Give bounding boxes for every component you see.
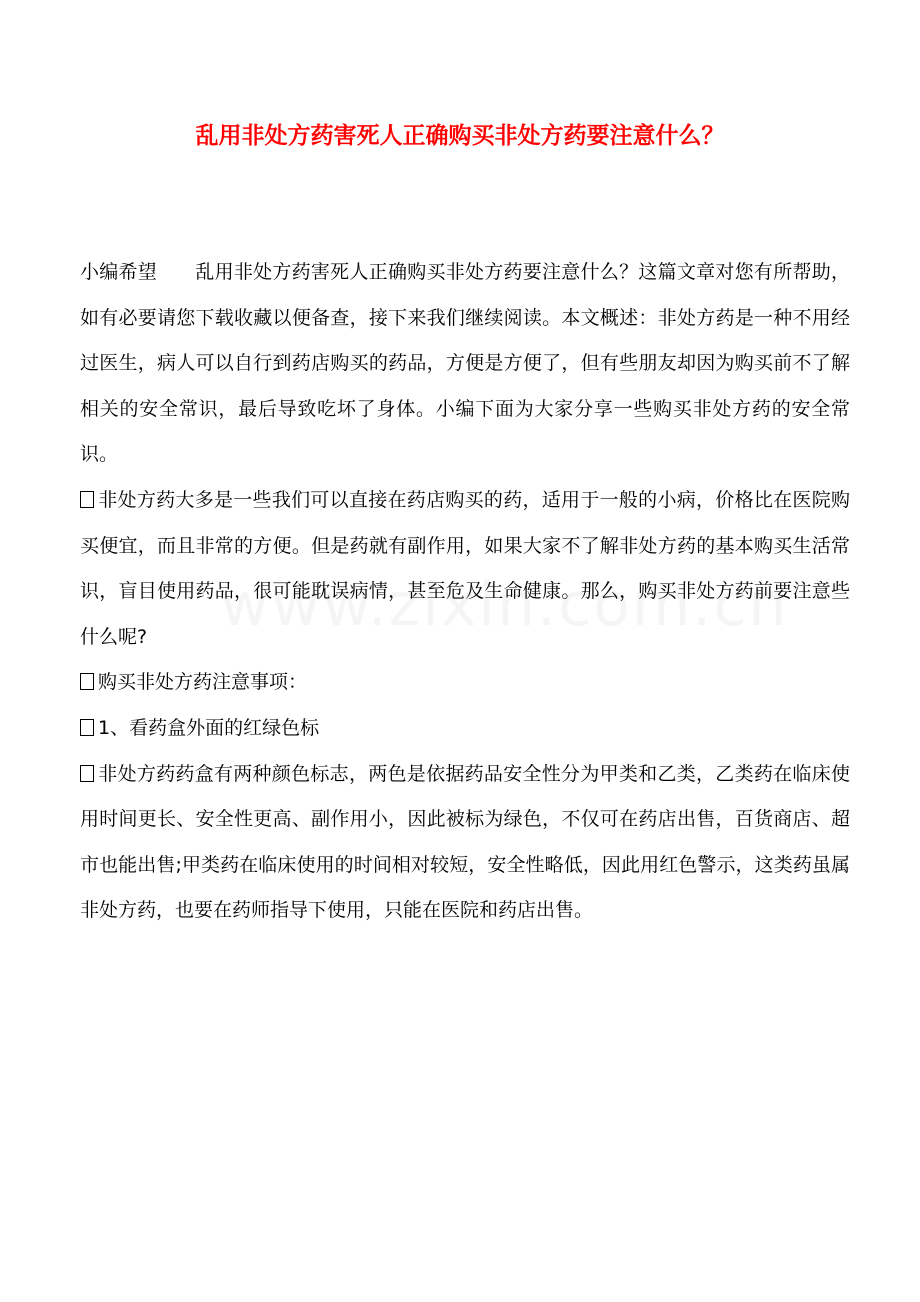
paragraph-3 — [80, 706, 850, 752]
paragraph-2 — [80, 660, 850, 706]
box-glyph-icon — [80, 765, 94, 782]
paragraph-text: 非处方药大多是一些我们可以直接在药店购买的药，适用于一般的小病，价格比在医院购买便宜，而且非常的方便。但是药就有副作用，如果大家不了解非处方药的基本购买生活常识，盲目使用药品，很可能耽误病情，甚至危及生命健康。那么，购买非处方药前要注意些什么呢? — [80, 488, 850, 648]
box-glyph-icon — [80, 491, 94, 508]
intro-paragraph — [80, 250, 850, 478]
intro-text: 乱用非处方药害死人正确购买非处方药要注意什么？这篇文章对您有所帮助，如有必要请您下载收藏以便备查，接下来我们继续阅读。本文概述：非处方药是一种不用经过医生，病人可以自行到药店购买的药品，方便是方便了，但有些朋友却因为购买前不了解相关的安全常识，最后导致吃坏了身体。小编下面为大家分享一些购买非处方药的安全常识。 — [80, 261, 850, 466]
paragraph-4 — [80, 752, 850, 934]
paragraph-text: 非处方药药盒有两种颜色标志，两色是依据药品安全性分为甲类和乙类，乙类药在临床使用时间更长、安全性更高、副作用小，因此被标为绿色，不仅可在药店出售，百货商店、超市也能出售;甲类药在临床使用的时间相对较短，安全性略低，因此用红色警示，这类药虽属非处方药，也要在药师指导下使用，只能在医院和药店出售。 — [80, 762, 850, 922]
box-glyph-icon — [80, 673, 94, 690]
page-title: 乱用非处方药害死人正确购买非处方药要注意什么？ — [195, 123, 725, 149]
paragraph-1 — [80, 478, 850, 660]
intro-lead: 小编希望 — [80, 261, 158, 283]
paragraph-text: 购买非处方药注意事项： — [98, 671, 308, 694]
box-glyph-icon — [80, 719, 94, 736]
paragraph-text: 1、看药盒外面的红绿色标 — [98, 716, 320, 739]
document-body — [80, 250, 850, 934]
